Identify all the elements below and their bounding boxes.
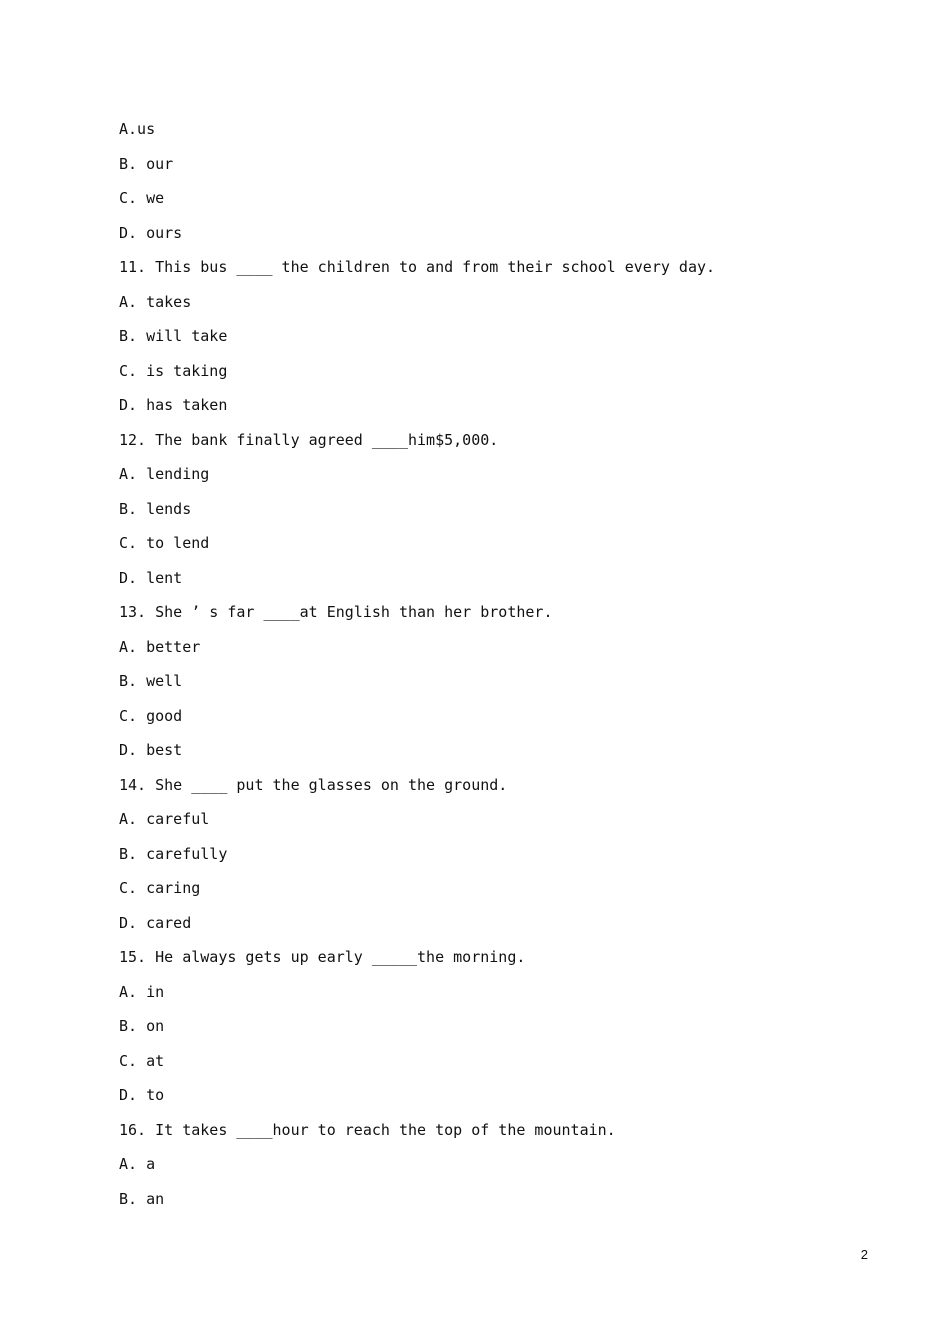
question-13-option-a: A. better (119, 637, 201, 656)
option-a-us: A.us (119, 120, 156, 138)
question-13-option-d: D. best (119, 741, 183, 759)
question-14-option-d: D. cared (119, 913, 192, 932)
question-16-option-b: B. an (119, 1189, 165, 1208)
question-16: 16. It takes ____hour to reach the top of the mountain. (119, 1120, 616, 1139)
question-15-option-c: C. at (119, 1051, 165, 1070)
question-12: 12. The bank finally agreed ____him$5,000. (119, 430, 499, 449)
question-12-option-d: D. lent (119, 568, 183, 587)
question-15: 15. He always gets up early _____the morning. (119, 948, 526, 966)
question-14-option-b: B. carefully (119, 844, 228, 863)
question-12-option-c: C. to lend (119, 534, 210, 552)
question-11-option-a: A. takes (119, 292, 192, 311)
question-15-option-a: A. in (119, 982, 165, 1001)
question-16-option-a: A. a (119, 1155, 156, 1173)
page-number: 2 (860, 1247, 868, 1262)
question-12-option-a: A. lending (119, 465, 210, 483)
question-11: 11. This bus ____ the children to and from their school every day. (119, 258, 716, 276)
option-b-our: B. our (119, 154, 174, 173)
question-11-option-d: D. has taken (119, 396, 228, 414)
question-15-option-d: D. to (119, 1086, 165, 1104)
question-14-option-a: A. careful (119, 810, 210, 828)
question-11-option-c: C. is taking (119, 361, 228, 380)
document-body (119, 117, 879, 1221)
question-13: 13. She ’ s far ____at English than her brother. (119, 603, 553, 621)
question-12-option-b: B. lends (119, 499, 192, 518)
question-13-option-c: C. good (119, 706, 183, 725)
question-15-option-b: B. on (119, 1017, 165, 1035)
question-11-option-b: B. will take (119, 327, 228, 345)
question-14-option-c: C. caring (119, 879, 201, 897)
question-14: 14. She ____ put the glasses on the ground. (119, 775, 508, 794)
option-d-ours: D. ours (119, 223, 183, 242)
option-c-we: C. we (119, 189, 165, 207)
question-13-option-b: B. well (119, 672, 183, 690)
